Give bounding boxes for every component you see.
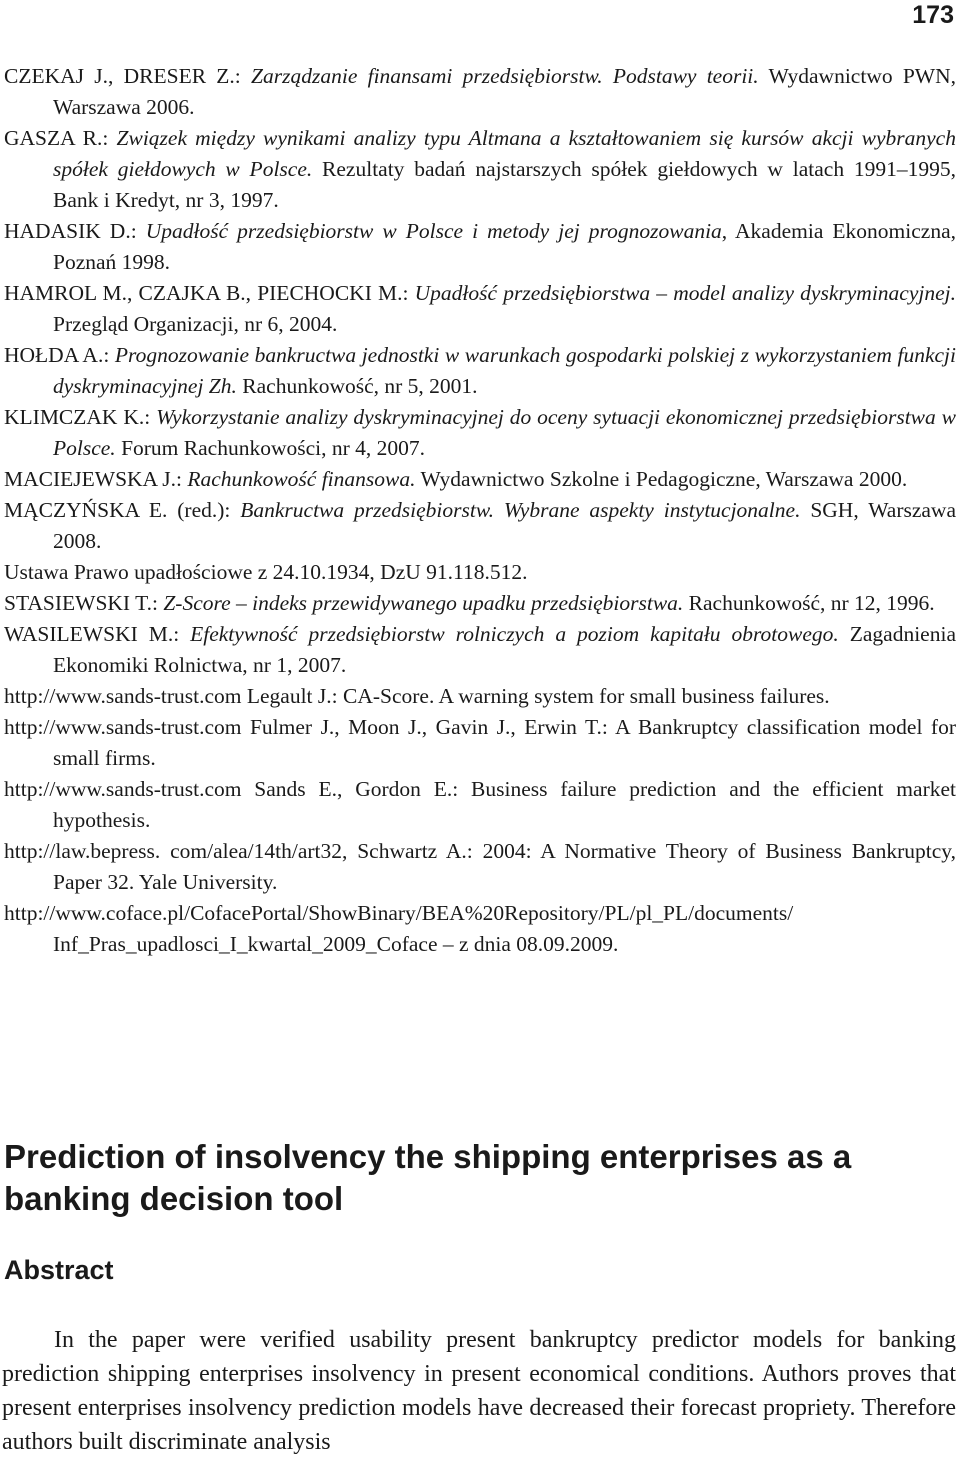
reference-tail: Rachunkowość, nr 12, 1996. — [683, 591, 935, 615]
reference-tail: Przegląd Organizacji, nr 6, 2004. — [53, 312, 338, 336]
reference-head: HOŁDA A.: — [4, 343, 115, 367]
reference-tail: Wydawnictwo Szkolne i Pedagogiczne, Warszawa 2000. — [415, 467, 908, 491]
reference-tail: Rachunkowość, nr 5, 2001. — [236, 374, 478, 398]
reference-entry — [4, 495, 956, 557]
article-title: Prediction of insolvency the shipping enterprises as a banking decision tool — [4, 1138, 852, 1217]
reference-entry — [4, 898, 956, 960]
reference-entry — [4, 557, 956, 588]
reference-head: WASILEWSKI M.: — [4, 622, 191, 646]
reference-tail: Forum Rachunkowości, nr 4, 2007. — [115, 436, 426, 460]
reference-head: MĄCZYŃSKA E. (red.): — [4, 498, 241, 522]
reference-entry — [4, 340, 956, 402]
reference-head: GASZA R.: — [4, 126, 117, 150]
reference-entry — [4, 123, 956, 216]
reference-entry — [4, 836, 956, 898]
reference-entry — [4, 402, 956, 464]
reference-italic: Bankructwa przedsiębiorstw. Wybrane aspekty instytucjonalne. — [240, 498, 801, 522]
reference-italic: Z-Score – indeks przewidywanego upadku przedsiębiorstwa. — [163, 591, 684, 615]
reference-entry — [4, 61, 956, 123]
abstract-text: In the paper were verified usability present bankruptcy predictor models for banking prediction shipping enterprises insolvency in present economical conditions. Authors proves that present enterprises insolvency prediction models have decreased their forecast propriety. Therefore authors built discriminate analysis — [2, 1327, 956, 1455]
reference-entry — [4, 619, 956, 681]
reference-list — [4, 61, 956, 960]
reference-tail: Wydawnictwo PWN, Warszawa 2006. — [53, 64, 956, 119]
abstract-heading: Abstract — [4, 1255, 114, 1285]
reference-tail: , Akademia Ekonomiczna, Poznań 1998. — [53, 219, 957, 274]
reference-head: STASIEWSKI T.: — [4, 591, 164, 615]
reference-head: http://www.sands-trust.com Fulmer J., Moon J., Gavin J., Erwin T.: A Bankruptcy classification model for small firms. — [4, 715, 956, 770]
reference-italic: Prognozowanie bankructwa jednostki w warunkach gospodarki polskiej z wykorzystaniem funkcji dyskryminacyjnej Zh. — [53, 343, 956, 398]
reference-head: Ustawa Prawo upadłościowe z 24.10.1934, DzU 91.118.512. — [4, 560, 528, 584]
reference-entry — [4, 681, 956, 712]
reference-tail: Rezultaty badań najstarszych spółek giełdowych w latach 1991–1995, Bank i Kredyt, nr 3, 1997. — [53, 157, 956, 212]
reference-head: http://www.sands-trust.com Sands E., Gordon E.: Business failure prediction and the efficient market hypothesis. — [4, 777, 956, 832]
reference-head: MACIEJEWSKA J.: — [4, 467, 188, 491]
reference-head: http://www.coface.pl/CofacePortal/ShowBinary/BEA%20Repository/PL/pl_PL/documents/ Inf_Pras_upadlosci_I_kwartal_2009_Coface – z dnia 08.09.2009. — [4, 901, 794, 956]
reference-entry — [4, 774, 956, 836]
reference-entry — [4, 464, 956, 495]
reference-entry — [4, 588, 956, 619]
reference-italic: Związek między wynikami analizy typu Altmana a kształtowaniem się kursów akcji wybranych spółek giełdowych w Polsce. — [53, 126, 956, 181]
reference-italic: Upadłość przedsiębiorstw w Polsce i metody jej prognozowania — [145, 219, 722, 243]
page-number: 173 — [912, 1, 954, 29]
reference-head: KLIMCZAK K.: — [4, 405, 157, 429]
reference-entry — [4, 278, 956, 340]
reference-italic: Efektywność przedsiębiorstw rolniczych a poziom kapitału obrotowego. — [190, 622, 839, 646]
reference-head: CZEKAJ J., DRESER Z.: — [4, 64, 252, 88]
reference-entry — [4, 216, 956, 278]
reference-italic: Upadłość przedsiębiorstwa – model analizy dyskryminacyjnej. — [414, 281, 956, 305]
reference-entry — [4, 712, 956, 774]
reference-head: http://law.bepress. com/alea/14th/art32, Schwartz A.: 2004: A Normative Theory of Business Bankruptcy, Paper 32. Yale University. — [4, 839, 956, 894]
reference-italic: Wykorzystanie analizy dyskryminacyjnej do oceny sytuacji ekonomicznej przedsiębiorstwa w Polsce. — [53, 405, 956, 460]
reference-head: HADASIK D.: — [4, 219, 146, 243]
reference-italic: Zarządzanie finansami przedsiębiorstw. Podstawy teorii. — [251, 64, 759, 88]
reference-tail: SGH, Warszawa 2008. — [53, 498, 956, 553]
reference-head: http://www.sands-trust.com Legault J.: CA-Score. A warning system for small business failures. — [4, 684, 830, 708]
reference-head: HAMROL M., CZAJKA B., PIECHOCKI M.: — [4, 281, 415, 305]
reference-italic: Rachunkowość finansowa. — [187, 467, 416, 491]
reference-tail: Zagadnienia Ekonomiki Rolnictwa, nr 1, 2007. — [53, 622, 956, 677]
